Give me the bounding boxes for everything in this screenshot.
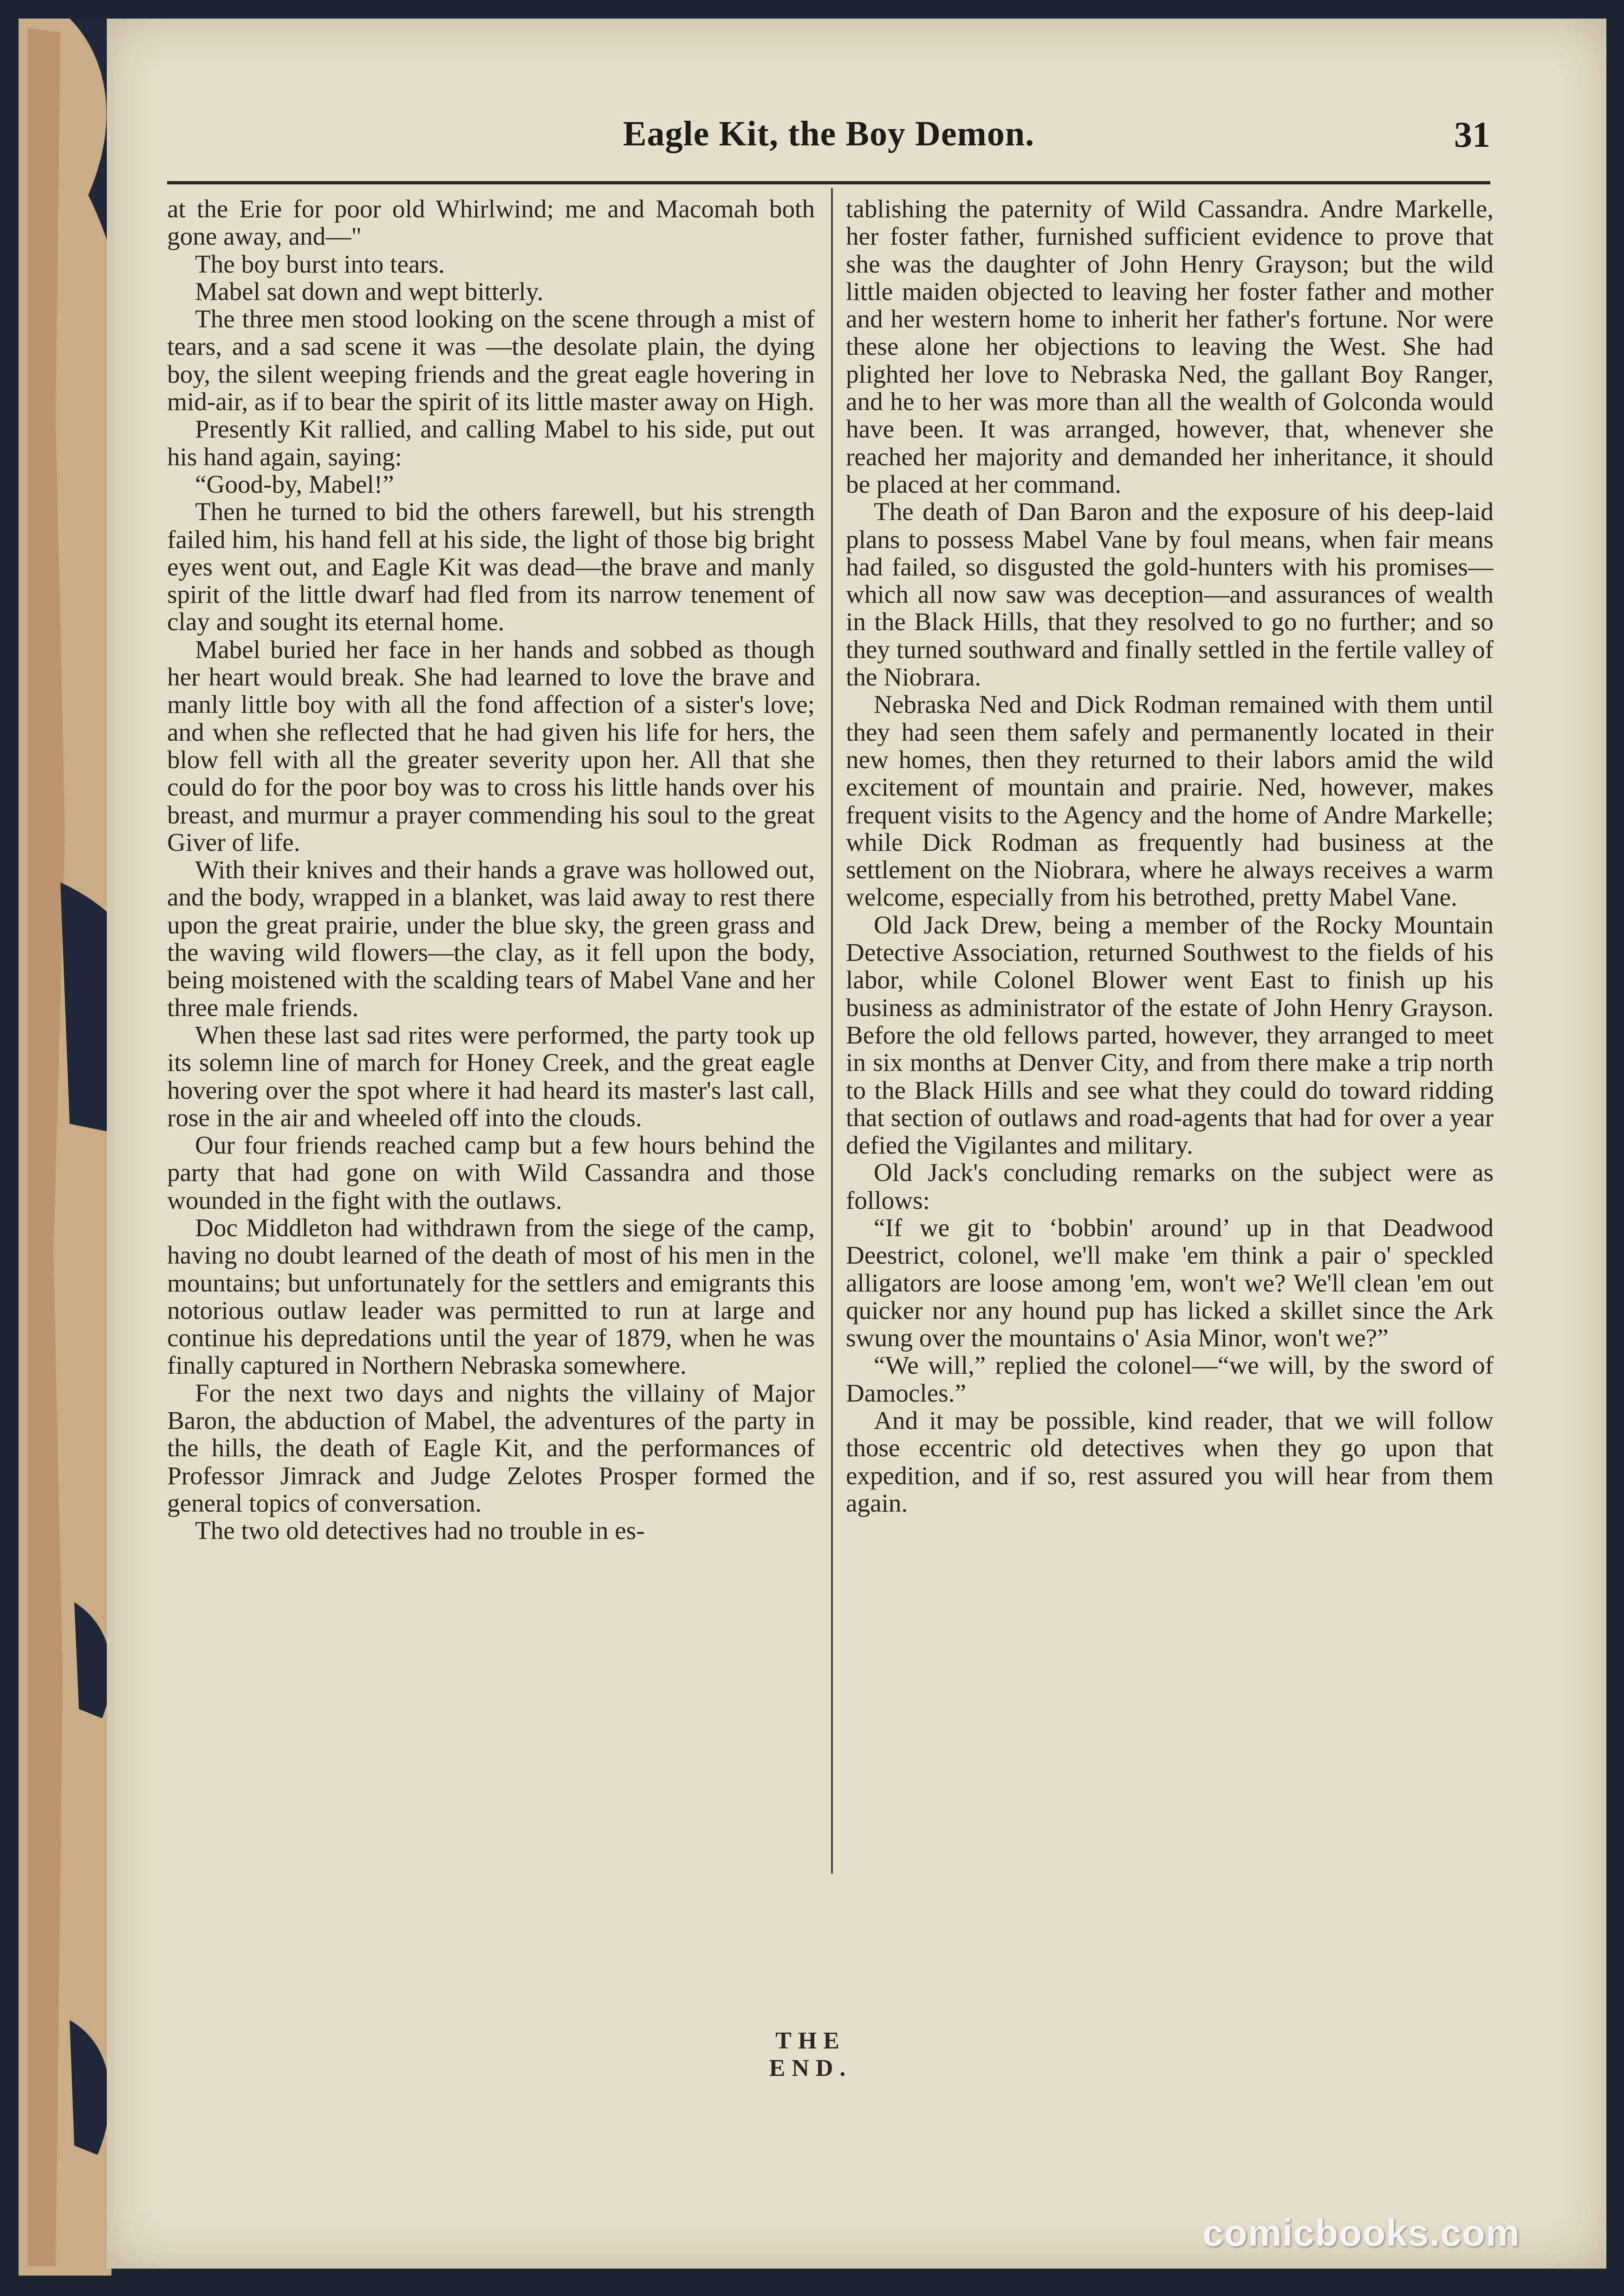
paragraph: The three men stood looking on the scene through a mist of tears, and a sad scene it was —the desolate plain, the dying boy, the silent weeping friends and the great eagle hovering in mid-air, as if to bear the spirit of its little master away on High. (167, 305, 815, 416)
paragraph: Then he turned to bid the others farewell, but his strength failed him, his hand fell at his side, the light of those big bright eyes went out, and Eagle Kit was dead—the brave and manly spirit of the little dwarf had fled from its narrow tenement of clay and sought its eternal home. (167, 497, 815, 636)
running-title: Eagle Kit, the Boy Demon. (623, 114, 1035, 153)
paragraph: tablishing the paternity of Wild Cassandra. Andre Markelle, her foster father, furnished sufficient evidence to prove that she was the daughter of John Henry Grayson; but the wild little maiden objected to leaving her foster father and mother and her western home to inherit her father's fortune. Nor were these alone her objections to leaving the West. She had plighted her love to Nebraska Ned, the gallant Boy Ranger, and he to her was more than all the wealth of Golconda would have been. It was arranged, however, that, whenever she reached her majority and demanded her inheritance, it should be placed at her command. (846, 195, 1494, 498)
paragraph: Mabel sat down and wept bitterly. (195, 277, 544, 306)
paragraph: Old Jack Drew, being a member of the Rocky Mountain Detective Association, returned Southwest to the fields of his labor, while Colonel Blower went East to finish up his business as administrator of the estate of John Henry Grayson. Before the old fellows parted, however, they arranged to meet in six months at Denver City, and from there make a trip north to the Black Hills and see what they could do toward ridding that section of outlaws and road-agents that had for over a year defied the Vigilantes and military. (846, 910, 1494, 1160)
header-rule (167, 181, 1490, 184)
paragraph: “If we git to ‘bobbin' around’ up in that Deadwood Deestrict, colonel, we'll make 'em think a pair o' speckled alligators are loose among 'em, won't we? We'll clean 'em out quicker nor any hound pup has licked a skillet since the Ark swung over the mountains o' Asia Minor, won't we?” (846, 1213, 1494, 1352)
paragraph: And it may be possible, kind reader, that we will follow those eccentric old detectives when they go upon that expedition, and if so, rest assured you will hear from them again. (846, 1406, 1494, 1517)
running-header (167, 114, 1490, 165)
text-column-left (167, 195, 815, 1885)
paragraph: The death of Dan Baron and the exposure of his deep-laid plans to possess Mabel Vane by foul means, when fair means had failed, so disgusted the gold-hunters with his promises—which all now saw was deception—and assurances of wealth in the Black Hills, that they resolved to go no further; and so they turned southward and finally settled in the fertile valley of the Niobrara. (846, 497, 1494, 691)
paragraph: Mabel buried her face in her hands and sobbed as though her heart would break. She had learned to love the brave and manly little boy with all the fond affection of a sister's love; and when she reflected that he had given his life for hers, the blow fell with all the greater severity upon her. All that she could do for the poor boy was to cross his little hands over his breast, and murmur a prayer commending his soul to the great Giver of life. (167, 635, 815, 856)
paragraph: “We will,” replied the colonel—“we will, by the sword of Damocles.” (846, 1351, 1494, 1407)
paragraph: Presently Kit rallied, and calling Mabel to his side, put out his hand again, saying: (167, 415, 815, 471)
paragraph: The boy burst into tears. (195, 249, 445, 278)
page-number: 31 (1454, 114, 1490, 155)
paragraph: For the next two days and nights the villainy of Major Baron, the abduction of Mabel, the adventures of the party in the hills, the death of Eagle Kit, and the performances of Professor Jimrack and Judge Zelotes Prosper formed the general topics of conversation. (167, 1378, 815, 1517)
column-divider (831, 188, 833, 1874)
paragraph: “Good-by, Mabel!” (195, 470, 394, 498)
paragraph: The two old detectives had no trouble in es- (195, 1516, 645, 1545)
text-column-right (846, 195, 1494, 1885)
paragraph: Old Jack's concluding remarks on the subject were as follows: (846, 1158, 1494, 1214)
paragraph: at the Erie for poor old Whirlwind; me and Macomah both gone away, and—" (167, 195, 815, 251)
paragraph: With their knives and their hands a grave was hollowed out, and the body, wrapped in a blanket, was laid away to rest there upon the great prairie, under the blue sky, the green grass and the waving wild flowers—the clay, as it fell upon the body, being moistened with the scalding tears of Mabel Vane and her three male friends. (167, 855, 815, 1022)
paragraph: Doc Middleton had withdrawn from the siege of the camp, having no doubt learned of the death of most of his men in the mountains; but unfortunately for the settlers and emigrants this notorious outlaw leader was permitted to run at large and continue his depredations until the year of 1879, when he was finally captured in Northern Nebraska somewhere. (167, 1213, 815, 1380)
the-end-mark: THE END. (769, 2028, 852, 2081)
watermark: comicbooks.com (1202, 2212, 1520, 2254)
paragraph: When these last sad rites were performed, the party took up its solemn line of march for Honey Creek, and the great eagle hovering over the spot where it had heard its master's last call, rose in the air and wheeled off into the clouds. (167, 1020, 815, 1132)
paragraph: Our four friends reached camp but a few hours behind the party that had gone on with Wild Cassandra and those wounded in the fight with the outlaws. (167, 1131, 815, 1214)
paragraph: Nebraska Ned and Dick Rodman remained with them until they had seen them safely and permanently located in their new homes, then they returned to their labors amid the wild excitement of mountain and prairie. Ned, however, makes frequent visits to the Agency and the home of Andre Markelle; while Dick Rodman as frequently had business at the settlement on the Niobrara, where he always receives a warm welcome, especially from his betrothed, pretty Mabel Vane. (846, 690, 1494, 912)
